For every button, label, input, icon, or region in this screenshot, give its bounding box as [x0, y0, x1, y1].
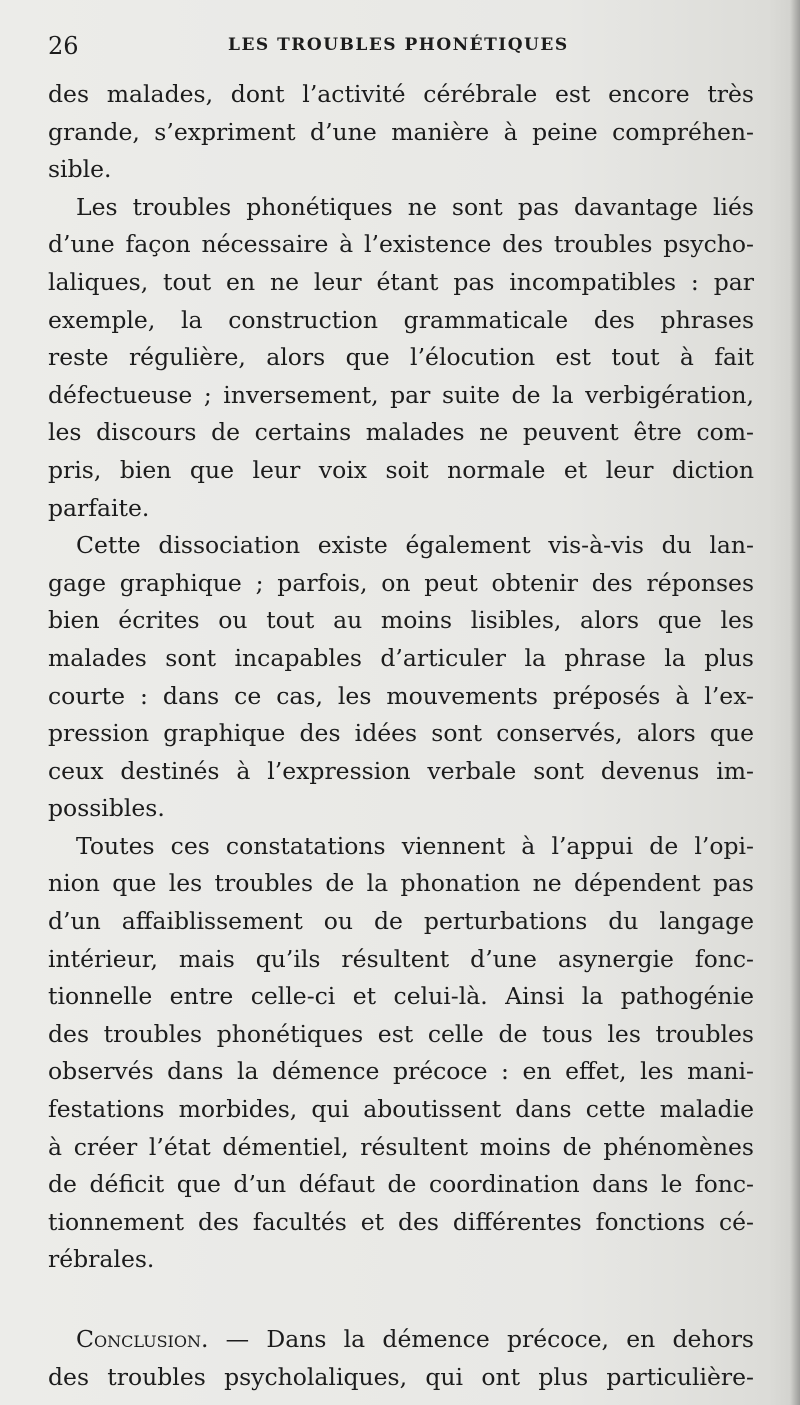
text-line: rébrales.: [48, 1245, 155, 1274]
text-line: Toutes ces constatations viennent à l’appui de l’opi-: [76, 831, 754, 860]
text-line: Cette dissociation existe également vis-à-vis du lan-: [76, 531, 754, 560]
text-line: des troubles phonétiques est celle de tous les troubles: [48, 1019, 754, 1048]
running-header: [48, 32, 748, 72]
text-line: sible.: [48, 155, 112, 184]
text-line: des troubles psycholaliques, qui ont plus particulière-: [48, 1362, 754, 1391]
conclusion-line: [48, 1321, 754, 1359]
conclusion-label: Conclusion.: [76, 1325, 209, 1353]
text-line: à créer l’état démentiel, résultent moins de phénomènes: [48, 1132, 754, 1161]
paragraph-gap: [48, 1279, 754, 1321]
text-line: courte : dans ce cas, les mouvements préposés à l’ex-: [48, 681, 754, 710]
text-line: tionnement des facultés et des différentes fonctions cé-: [48, 1207, 754, 1236]
running-title: LES TROUBLES PHONÉTIQUES: [228, 35, 569, 55]
page-edge-shadow: [790, 0, 800, 1405]
text-line: laliques, tout en ne leur étant pas incompatibles : par: [48, 267, 754, 296]
body-text: [48, 76, 754, 1396]
text-line: d’un affaiblissement ou de perturbations du langage: [48, 907, 754, 936]
text-line: possibles.: [48, 794, 165, 823]
text-line: bien écrites ou tout au moins lisibles, alors que les: [48, 606, 754, 635]
text-line: festations morbides, qui aboutissent dans cette maladie: [48, 1095, 754, 1124]
text-line: des malades, dont l’activité cérébrale est encore très: [48, 80, 754, 108]
text-line: les discours de certains malades ne peuvent être com-: [48, 418, 754, 447]
text-line: pris, bien que leur voix soit normale et leur diction: [48, 455, 754, 484]
text-line: pression graphique des idées sont conservés, alors que: [48, 719, 754, 748]
text-line: nion que les troubles de la phonation ne dépendent pas: [48, 869, 754, 898]
text-line: ceux destinés à l’expression verbale sont devenus im-: [48, 756, 754, 785]
text-line: parfaite.: [48, 493, 150, 522]
text-line: Les troubles phonétiques ne sont pas davantage liés: [76, 192, 754, 221]
text-line: grande, s’expriment d’une manière à peine compréhen-: [48, 117, 754, 146]
text-line: de déficit que d’un défaut de coordination dans le fonc-: [48, 1170, 754, 1199]
text-line: malades sont incapables d’articuler la phrase la plus: [48, 643, 754, 672]
text-line: exemple, la construction grammaticale des phrases: [48, 305, 754, 334]
text-line: observés dans la démence précoce : en effet, les mani-: [48, 1057, 754, 1086]
text-line: tionnelle entre celle-ci et celui-là. Ainsi la pathogénie: [48, 982, 754, 1011]
conclusion-text: — Dans la démence précoce, en dehors: [208, 1325, 754, 1353]
text-line: intérieur, mais qu’ils résultent d’une asynergie fonc-: [48, 944, 754, 973]
page-number: 26: [48, 32, 79, 60]
text-line: reste régulière, alors que l’élocution est tout à fait: [48, 343, 754, 372]
text-line: gage graphique ; parfois, on peut obtenir des réponses: [48, 568, 754, 597]
text-line: d’une façon nécessaire à l’existence des troubles psycho-: [48, 230, 754, 259]
text-line: défectueuse ; inversement, par suite de la verbigération,: [48, 380, 754, 409]
